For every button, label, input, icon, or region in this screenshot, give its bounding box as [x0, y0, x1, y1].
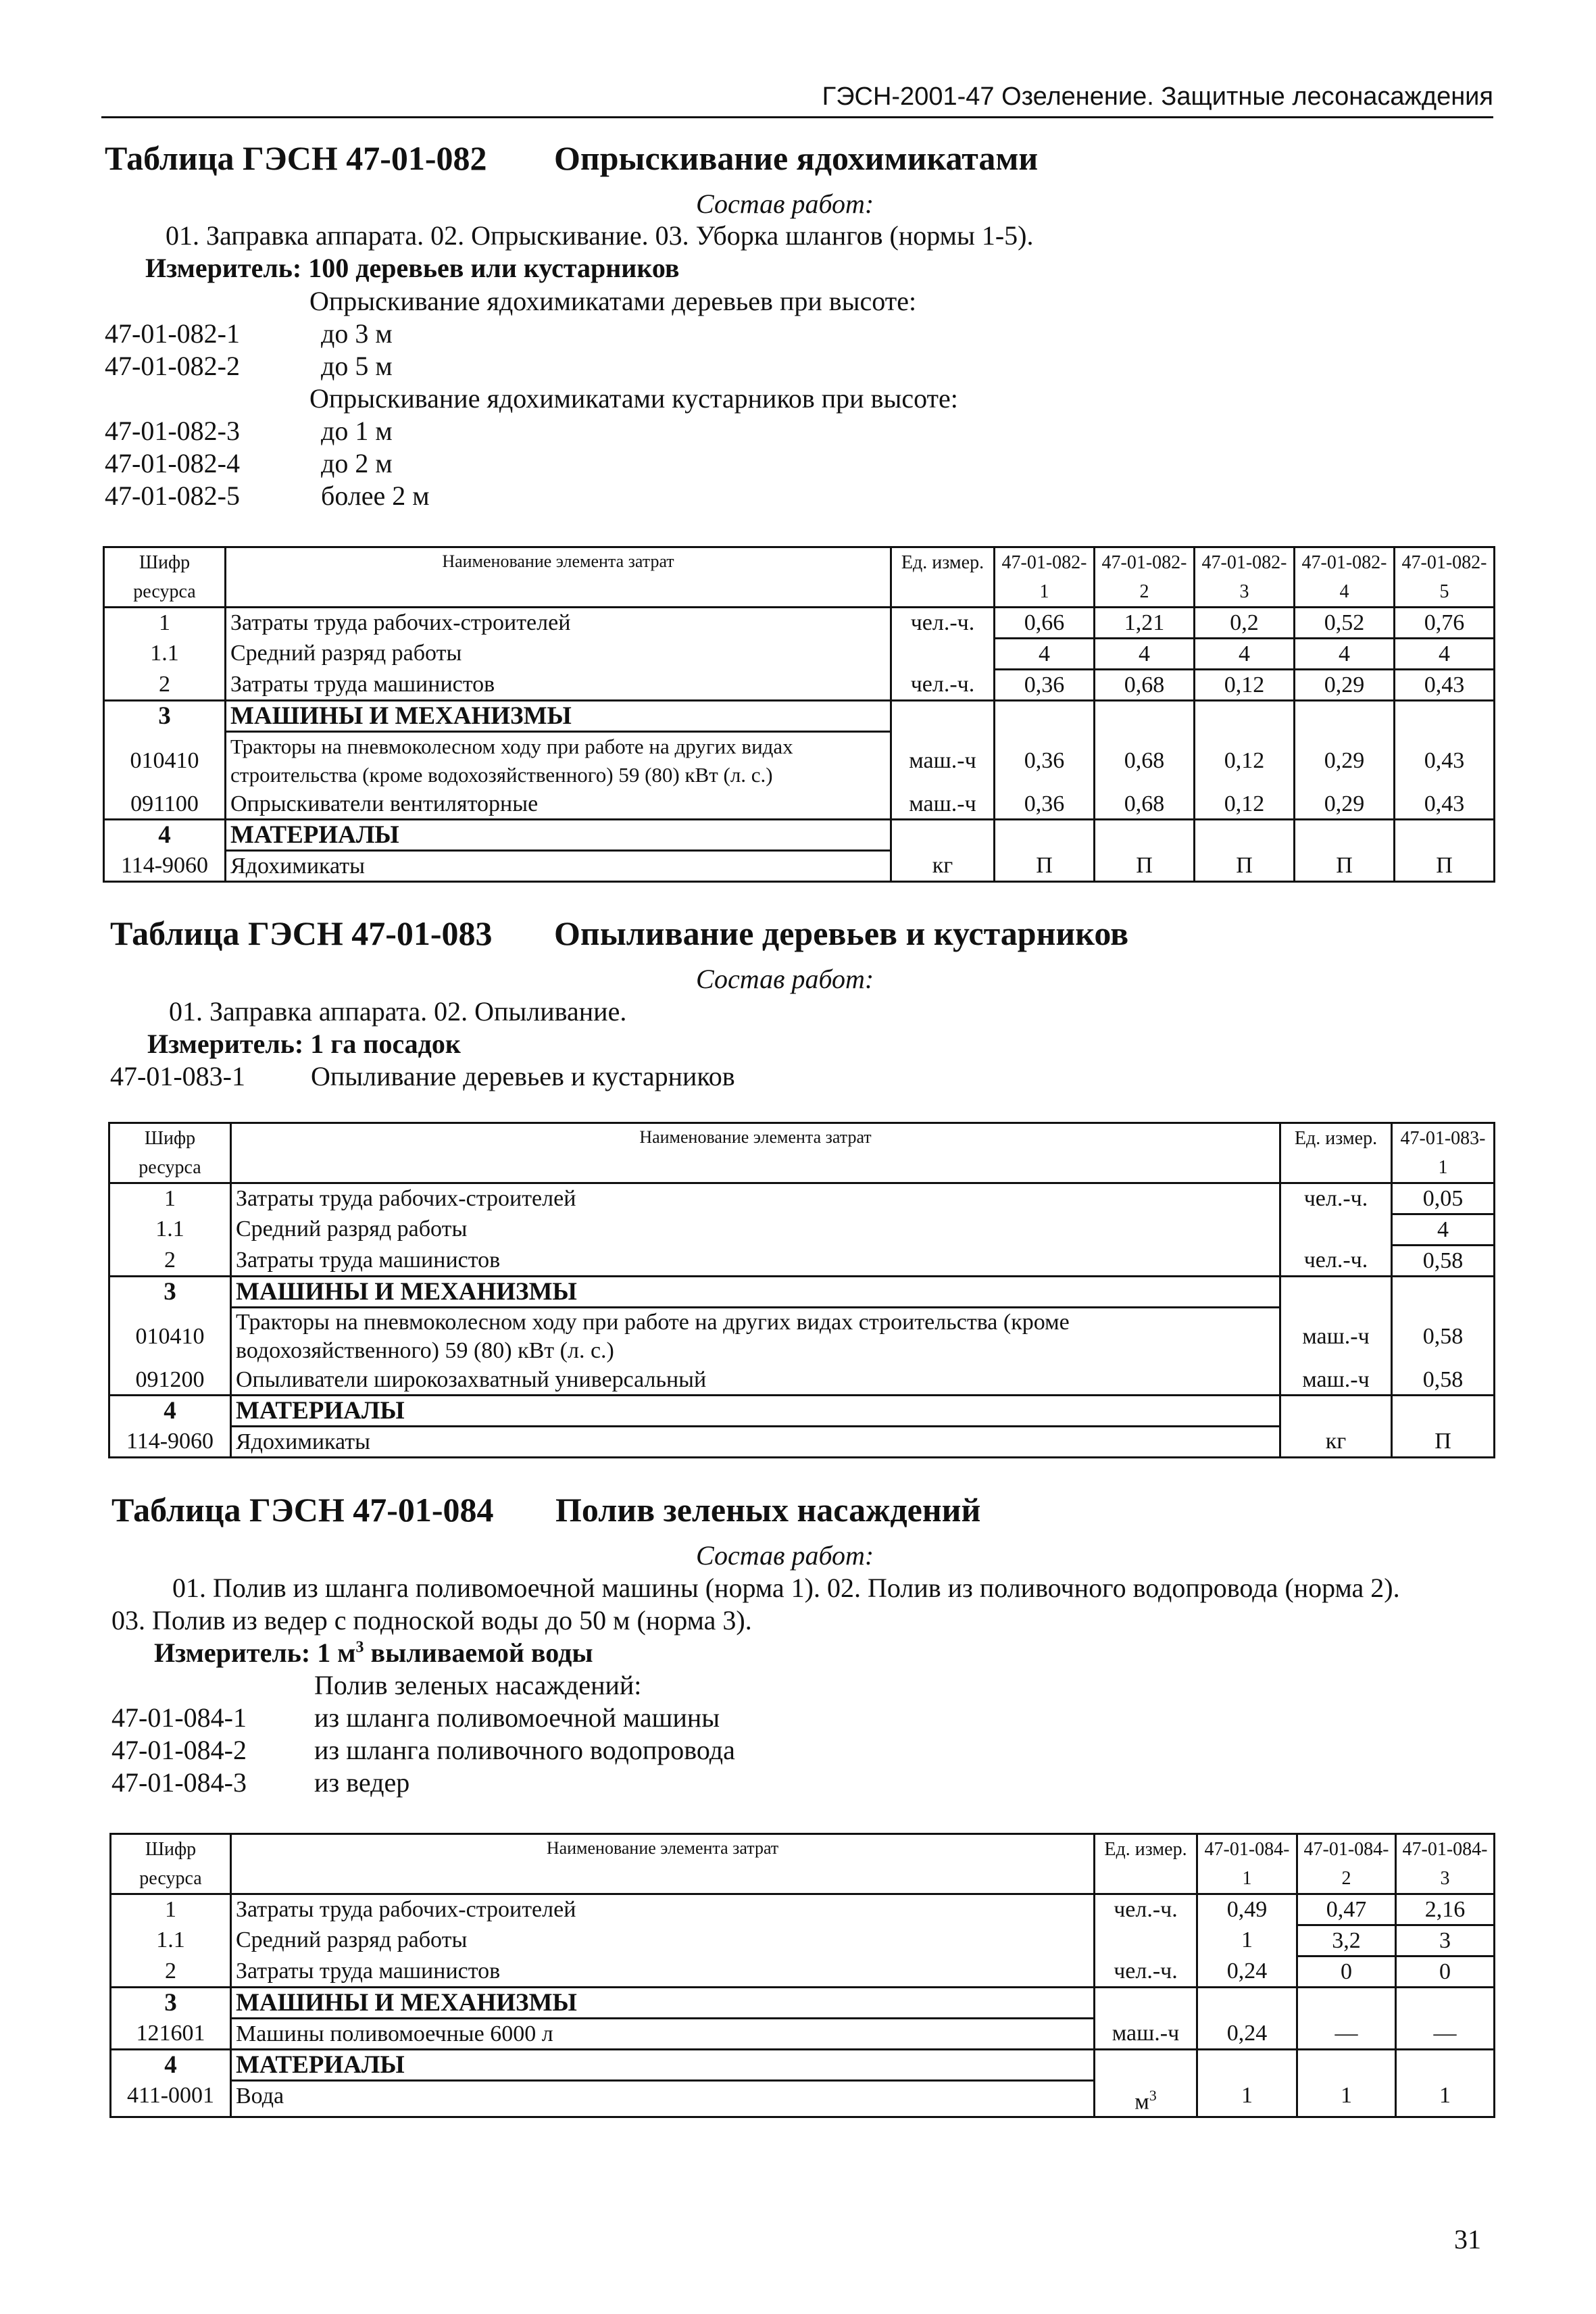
row-value: 0,68 [1095, 732, 1195, 790]
row-value: 0,76 [1395, 608, 1495, 639]
t3-meter [154, 1637, 593, 1669]
row-unit: чел.-ч. [1095, 1894, 1197, 1925]
section-title: МАТЕРИАЛЫ [231, 1396, 1280, 1427]
row-value: 4 [1295, 639, 1395, 670]
section-title: МАТЕРИАЛЫ [231, 2050, 1095, 2081]
row-unit: маш.-ч [1280, 1365, 1392, 1396]
row-value: 0,12 [1195, 789, 1295, 820]
row-unit: чел.-ч. [891, 608, 995, 639]
t3-norm-code: 47-01-084-2 [111, 1735, 247, 1765]
row-code: 3 [111, 1988, 231, 2019]
t3-works-line2: 03. Полив из ведер с подноской воды до 50 м (норма 3). [111, 1605, 752, 1635]
resource-table-084 [109, 1833, 1495, 2118]
table-row [109, 1365, 1495, 1396]
row-value: П [1395, 851, 1495, 882]
row-value: 0,58 [1392, 1308, 1495, 1366]
row-value: 0,29 [1295, 732, 1395, 790]
row-code: 411-0001 [111, 2081, 231, 2117]
row-name: Машины поливомоечные 6000 л [231, 2019, 1095, 2050]
t2-norm-text: Опыливание деревьев и кустарников [311, 1061, 735, 1091]
section-row-materials [109, 1396, 1495, 1427]
table-082-subject: Опрыскивание ядохимикатами [554, 139, 1039, 177]
t1-group-shrubs: Опрыскивание ядохимикатами кустарников при высоте: [309, 383, 958, 414]
resource-table-083 [108, 1122, 1495, 1458]
header-code: Шифр ресурса [109, 1123, 231, 1183]
row-value: 0,12 [1195, 732, 1295, 790]
table-row [111, 2019, 1495, 2050]
t1-norm-code: 47-01-082-4 [105, 448, 240, 478]
table-row [109, 1427, 1495, 1458]
header-norm: 47-01-082-2 [1095, 547, 1195, 608]
t3-meter-sup: 3 [355, 1638, 364, 1656]
row-value: 0,12 [1195, 670, 1295, 701]
row-value: 0,05 [1392, 1183, 1495, 1214]
row-name: Опыливатели широкозахватный универсальный [231, 1365, 1280, 1396]
row-unit [1095, 1925, 1197, 1956]
table-row [111, 1894, 1495, 1925]
header-unit: Ед. измер. [891, 547, 995, 608]
row-value: 1 [1297, 2081, 1396, 2117]
header-norm: 47-01-083-1 [1392, 1123, 1495, 1183]
header-code: Шифр ресурса [111, 1834, 231, 1894]
section-title: МАТЕРИАЛЫ [226, 820, 891, 851]
row-value: 0,66 [995, 608, 1095, 639]
section-title: МАШИНЫ И МЕХАНИЗМЫ [231, 1277, 1280, 1308]
table-row [109, 1308, 1495, 1366]
header-text: ГЭСН-2001-47 Озеленение. Защитные лесонасаждения [822, 82, 1493, 111]
row-code: 2 [104, 670, 226, 701]
row-value: 1 [1197, 2081, 1297, 2117]
header-name: Наименование элемента затрат [231, 1834, 1095, 1894]
page-header [101, 81, 1493, 118]
row-value: 0,29 [1295, 670, 1395, 701]
table-083-title: Таблица ГЭСН 47-01-083 [110, 914, 493, 952]
row-value: 0,68 [1095, 789, 1195, 820]
t3-norm-code: 47-01-084-1 [111, 1702, 247, 1733]
section-title: МАШИНЫ И МЕХАНИЗМЫ [226, 701, 891, 732]
table-row [111, 2081, 1495, 2117]
row-value: 4 [1195, 639, 1295, 670]
row-name: Средний разряд работы [231, 1214, 1280, 1246]
row-value: 0,36 [995, 732, 1095, 790]
table-row [104, 670, 1495, 701]
row-code: 4 [111, 2050, 231, 2081]
row-unit: маш.-ч [891, 789, 995, 820]
row-unit: маш.-ч [1280, 1308, 1392, 1366]
row-code: 2 [109, 1246, 231, 1277]
header-norm: 47-01-082-3 [1195, 547, 1295, 608]
t1-norm-text: до 5 м [321, 351, 393, 381]
row-value: 0,58 [1392, 1365, 1495, 1396]
row-code: 010410 [109, 1308, 231, 1366]
row-unit: чел.-ч. [1280, 1183, 1392, 1214]
row-unit: чел.-ч. [891, 670, 995, 701]
table-row [111, 1956, 1495, 1988]
section-row-materials [104, 820, 1495, 851]
row-code: 2 [111, 1956, 231, 1988]
t2-meter: Измеритель: 1 га посадок [147, 1029, 461, 1059]
row-code: 4 [109, 1396, 231, 1427]
t3-meter-prefix: Измеритель: 1 м [154, 1638, 356, 1668]
row-value: 1 [1197, 1925, 1297, 1956]
table-header-row [111, 1834, 1495, 1894]
row-unit: кг [1280, 1427, 1392, 1458]
row-name: Опрыскиватели вентиляторные [226, 789, 891, 820]
t3-works-line1: 01. Полив из шланга поливомоечной машины (норма 1). 02. Полив из поливочного водопровода (норма 2). [172, 1573, 1400, 1603]
table-row [104, 639, 1495, 670]
header-norm: 47-01-084-3 [1396, 1834, 1495, 1894]
t1-norm-text: до 2 м [321, 448, 393, 478]
row-code: 1.1 [109, 1214, 231, 1246]
unit-sup: 3 [1149, 2086, 1157, 2104]
row-value: 0,36 [995, 789, 1095, 820]
row-code: 010410 [104, 732, 226, 790]
row-code: 3 [104, 701, 226, 732]
table-row [109, 1214, 1495, 1246]
table-082-title: Таблица ГЭСН 47-01-082 [105, 139, 487, 177]
row-name: Ядохимикаты [231, 1427, 1280, 1458]
header-name: Наименование элемента затрат [226, 547, 891, 608]
row-value: 0,43 [1395, 670, 1495, 701]
header-norm: 47-01-082-5 [1395, 547, 1495, 608]
row-name: Затраты труда машинистов [231, 1246, 1280, 1277]
resource-table-082 [103, 546, 1495, 883]
header-name: Наименование элемента затрат [231, 1123, 1280, 1183]
unit-text: м [1134, 2088, 1149, 2114]
row-name: Ядохимикаты [226, 851, 891, 882]
t1-norm-code: 47-01-082-1 [105, 318, 240, 349]
t3-norm-text: из шланга поливомоечной машины [314, 1702, 720, 1733]
row-unit [1280, 1214, 1392, 1246]
table-row [104, 732, 1495, 790]
row-code: 091100 [104, 789, 226, 820]
section-row-machines [111, 1988, 1495, 2019]
row-unit: маш.-ч [1095, 2019, 1197, 2050]
t3-sostav-label: Состав работ: [696, 1540, 874, 1571]
row-code: 1 [104, 608, 226, 639]
section-row-machines [104, 701, 1495, 732]
t3-norm-text: из шланга поливочного водопровода [314, 1735, 735, 1765]
t1-sostav-label: Состав работ: [696, 189, 874, 219]
row-code: 1 [111, 1894, 231, 1925]
row-value: 0,49 [1197, 1894, 1297, 1925]
row-value: 4 [1395, 639, 1495, 670]
t1-norm-text: до 3 м [321, 318, 393, 349]
row-name: Тракторы на пневмоколесном ходу при работе на других видах строительства (кроме водохозяйственного) 59 (80) кВт (л. с.) [226, 732, 891, 790]
page-number: 31 [1454, 2224, 1481, 2255]
header-unit: Ед. измер. [1095, 1834, 1197, 1894]
table-084-title: Таблица ГЭСН 47-01-084 [111, 1491, 494, 1529]
row-value: 0,47 [1297, 1894, 1396, 1925]
row-value: 0,68 [1095, 670, 1195, 701]
row-code: 114-9060 [109, 1427, 231, 1458]
row-name: Затраты труда машинистов [231, 1956, 1095, 1988]
t3-group: Полив зеленых насаждений: [314, 1670, 642, 1700]
t2-sostav-label: Состав работ: [696, 964, 874, 994]
row-unit: маш.-ч [891, 732, 995, 790]
t1-meter: Измеритель: 100 деревьев или кустарников [145, 253, 680, 283]
row-name: Средний разряд работы [231, 1925, 1095, 1956]
row-value: 0,58 [1392, 1246, 1495, 1277]
row-name: Затраты труда рабочих-строителей [231, 1894, 1095, 1925]
header-norm: 47-01-082-4 [1295, 547, 1395, 608]
t2-norm-code: 47-01-083-1 [110, 1061, 245, 1091]
table-header-row [104, 547, 1495, 608]
row-code: 114-9060 [104, 851, 226, 882]
t1-norm-code: 47-01-082-5 [105, 481, 240, 511]
row-value: — [1297, 2019, 1396, 2050]
table-083-subject: Опыливание деревьев и кустарников [554, 914, 1129, 952]
table-row [104, 789, 1495, 820]
row-value: 3,2 [1297, 1925, 1396, 1956]
t1-works: 01. Заправка аппарата. 02. Опрыскивание. 03. Уборка шлангов (нормы 1-5). [166, 220, 1034, 251]
row-code: 1 [109, 1183, 231, 1214]
row-unit: чел.-ч. [1095, 1956, 1197, 1988]
row-value: 0,43 [1395, 789, 1495, 820]
row-code: 3 [109, 1277, 231, 1308]
row-name: Затраты труда машинистов [226, 670, 891, 701]
row-name: Затраты труда рабочих-строителей [226, 608, 891, 639]
row-value: П [1095, 851, 1195, 882]
section-title: МАШИНЫ И МЕХАНИЗМЫ [231, 1988, 1095, 2019]
header-norm: 47-01-084-1 [1197, 1834, 1297, 1894]
row-value: — [1396, 2019, 1495, 2050]
table-row [111, 1925, 1495, 1956]
row-unit: кг [891, 851, 995, 882]
row-name: Вода [231, 2081, 1095, 2117]
t3-norm-code: 47-01-084-3 [111, 1767, 247, 1798]
t1-norm-text: более 2 м [321, 481, 430, 511]
t3-meter-suffix: выливаемой воды [364, 1638, 593, 1668]
row-name: Средний разряд работы [226, 639, 891, 670]
row-unit [891, 639, 995, 670]
row-code: 1.1 [104, 639, 226, 670]
row-unit: чел.-ч. [1280, 1246, 1392, 1277]
row-value: П [1195, 851, 1295, 882]
row-unit [1095, 2081, 1197, 2117]
table-header-row [109, 1123, 1495, 1183]
row-value: 1,21 [1095, 608, 1195, 639]
t1-norm-code: 47-01-082-3 [105, 416, 240, 446]
header-norm: 47-01-082-1 [995, 547, 1095, 608]
t3-norm-text: из ведер [314, 1767, 410, 1798]
row-value: 0,52 [1295, 608, 1395, 639]
row-value: 0,36 [995, 670, 1095, 701]
row-value: 0,29 [1295, 789, 1395, 820]
row-value: 0,24 [1197, 2019, 1297, 2050]
row-code: 4 [104, 820, 226, 851]
table-row [104, 608, 1495, 639]
header-norm: 47-01-084-2 [1297, 1834, 1396, 1894]
row-value: 0,24 [1197, 1956, 1297, 1988]
header-code: Шифр ресурса [104, 547, 226, 608]
row-name: Тракторы на пневмоколесном ходу при работе на других видах строительства (кроме водохозяйственного) 59 (80) кВт (л. с.) [231, 1308, 1280, 1366]
row-code: 121601 [111, 2019, 231, 2050]
row-value: 0 [1396, 1956, 1495, 1988]
row-value: 0,2 [1195, 608, 1295, 639]
row-value: 2,16 [1396, 1894, 1495, 1925]
table-row [109, 1246, 1495, 1277]
row-value: 1 [1396, 2081, 1495, 2117]
row-value: 3 [1396, 1925, 1495, 1956]
row-value: 0,43 [1395, 732, 1495, 790]
header-unit: Ед. измер. [1280, 1123, 1392, 1183]
t1-norm-code: 47-01-082-2 [105, 351, 240, 381]
section-row-machines [109, 1277, 1495, 1308]
table-row [109, 1183, 1495, 1214]
row-value: П [995, 851, 1095, 882]
row-value: 4 [1095, 639, 1195, 670]
row-value: П [1295, 851, 1395, 882]
row-name: Затраты труда рабочих-строителей [231, 1183, 1280, 1214]
t1-norm-text: до 1 м [321, 416, 393, 446]
row-value: 4 [1392, 1214, 1495, 1246]
t2-works: 01. Заправка аппарата. 02. Опыливание. [169, 996, 627, 1027]
table-row [104, 851, 1495, 882]
row-value: 0 [1297, 1956, 1396, 1988]
row-code: 091200 [109, 1365, 231, 1396]
table-084-subject: Полив зеленых насаждений [555, 1491, 981, 1529]
t1-group-trees: Опрыскивание ядохимикатами деревьев при высоте: [309, 286, 917, 316]
section-row-materials [111, 2050, 1495, 2081]
row-value: П [1392, 1427, 1495, 1458]
row-code: 1.1 [111, 1925, 231, 1956]
row-value: 4 [995, 639, 1095, 670]
